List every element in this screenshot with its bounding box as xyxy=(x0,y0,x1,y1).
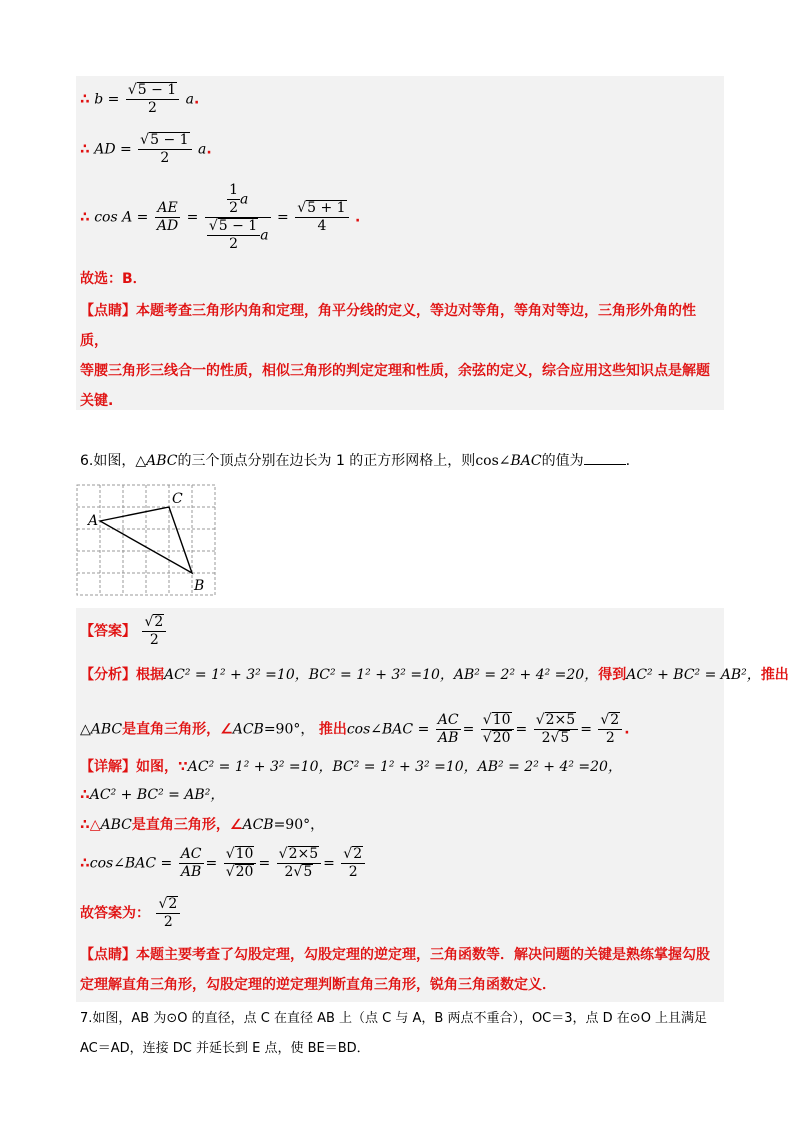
label-c: C xyxy=(172,491,183,507)
analysis-line-1: 【分析】根据AC² = 1² + 3² =10，BC² = 1² + 3² =10，AB² = 2² + 4² =20，得到AC² + BC² = AB²，推出 xyxy=(80,667,789,683)
triangle-grid-figure xyxy=(76,484,218,598)
step-ad: ∴ AD = $\frac{√5 - 1}{2}$ a. xyxy=(80,132,212,166)
comment-paragraph-1: 【点睛】本题考查三角形内角和定理，角平分线的定义，等边对等角，等角对等边，三角形外角的性质， 等腰三角形三线合一的性质，相似三角形的判定定理和性质，余弦的定义，综合应用这些知识点是解题 关键. xyxy=(80,303,710,409)
analysis-line-2: △ABC是直角三角形，∠ACB=90°， 推出cos∠BAC = $\frac{AC}{AB}$ = $\frac{√10}{√20}$ = $\frac{√2\times 5}{2√5}$ = $\frac{√2}{2}$ . xyxy=(80,712,630,746)
label-a: A xyxy=(88,513,99,529)
detail-line-4: ∴cos∠BAC = $\frac{AC}{AB}$ = $\frac{√10}{√20}$ = $\frac{√2\times 5}{2√5}$ = $\frac{√2}{2}$ xyxy=(80,846,367,881)
comment-paragraph-2: 【点睛】本题主要考查了勾股定理，勾股定理的逆定理，三角函数等．解决问题的关键是熟练掌握勾股 定理解直角三角形，勾股定理的逆定理判断直角三角形，锐角三角函数定义． xyxy=(80,947,710,993)
step-cos-a: ∴ cos A = $\frac{AE}{AD}$ = $\frac{1}{2}$ a $\frac{√5 - 1}{2}$ a = $\frac{√5 + 1}{4}$ . xyxy=(80,182,361,252)
answer-line: 【答案】 $\frac{√2}{2}$ xyxy=(80,614,168,649)
label-b: B xyxy=(194,578,205,594)
choice-line: 故选：B． xyxy=(80,271,147,287)
final-answer-line: 故答案为： $\frac{√2}{2}$ xyxy=(80,896,182,931)
detail-line-2: ∴AC² + BC² = AB²， xyxy=(80,787,225,803)
question-6: 6.如图，△ABC的三个顶点分别在边长为 1 的正方形网格上，则cos∠BAC的值为 . xyxy=(80,453,631,469)
detail-line-3: ∴△ABC是直角三角形，∠ACB=90°， xyxy=(80,817,325,833)
step-b: ∴ b = $\frac{√5 - 1}{2}$ a. xyxy=(80,82,200,116)
answer-blank xyxy=(584,464,626,465)
question-7: 7.如图，AB 为⊙O 的直径，点 C 在直径 AB 上（点 C 与 A，B 两点不重合），OC＝3，点 D 在⊙O 上且满足 AC＝AD，连接 DC 并延长到 E 点，使 BE＝BD． xyxy=(80,1011,708,1056)
detail-line-1: 【详解】如图，∵AC² = 1² + 3² =10，BC² = 1² + 3² =10，AB² = 2² + 4² =20， xyxy=(80,759,622,775)
